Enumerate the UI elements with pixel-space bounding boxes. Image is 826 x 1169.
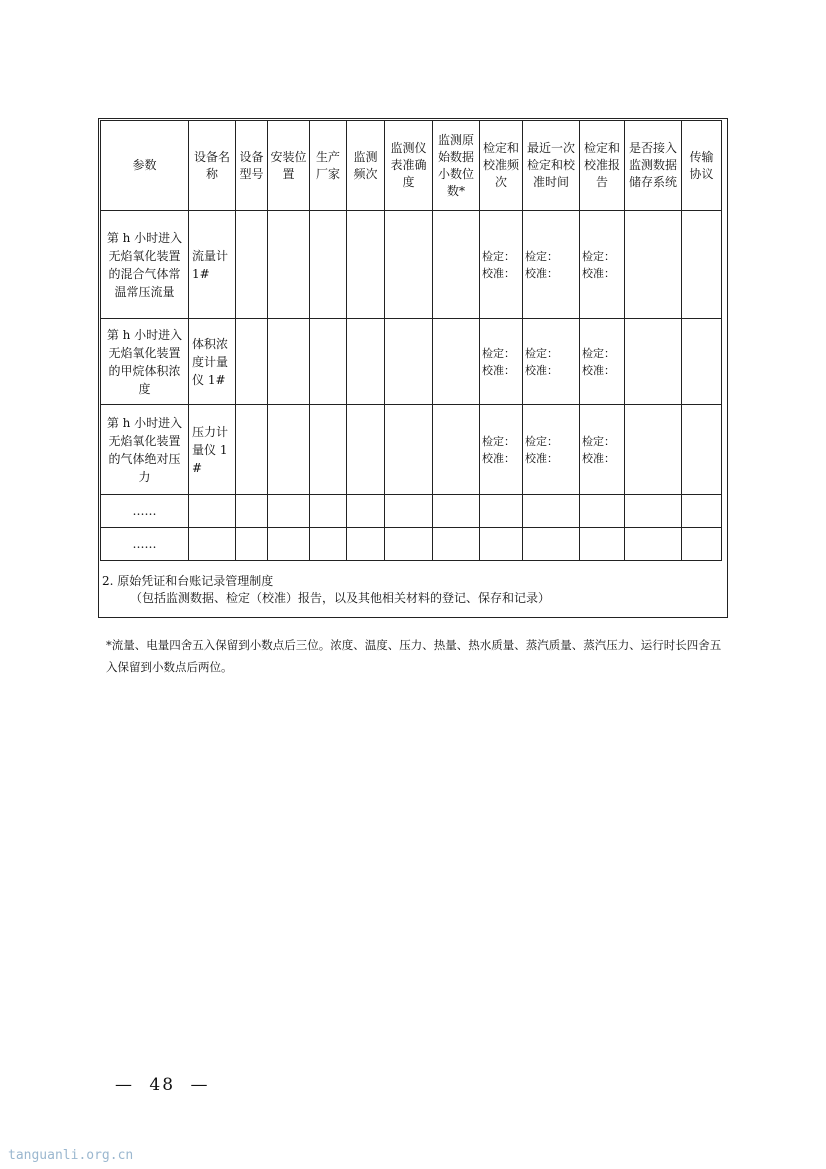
section-subtitle: （包括监测数据、检定（校准）报告，以及其他相关材料的登记、保存和记录） xyxy=(130,591,551,605)
header-cell: 生产厂家 xyxy=(310,121,347,211)
empty-cell xyxy=(682,495,722,528)
monitoring-device-table xyxy=(100,120,722,561)
header-cell: 安装位置 xyxy=(268,121,310,211)
empty-cell xyxy=(385,211,433,319)
empty-cell xyxy=(433,319,480,405)
device-name-cell: 流量计 1# xyxy=(189,211,236,319)
empty-cell xyxy=(523,495,580,528)
empty-cell xyxy=(268,319,310,405)
empty-cell xyxy=(433,211,480,319)
ellipsis-cell: …… xyxy=(101,528,189,561)
empty-cell xyxy=(189,528,236,561)
header-cell: 设备名称 xyxy=(189,121,236,211)
empty-cell xyxy=(310,405,347,495)
empty-cell xyxy=(236,495,268,528)
empty-cell xyxy=(347,319,385,405)
empty-cell xyxy=(682,319,722,405)
table-row xyxy=(101,319,722,405)
table-row xyxy=(101,495,722,528)
header-cell: 设备型号 xyxy=(236,121,268,211)
empty-cell xyxy=(480,528,523,561)
empty-cell xyxy=(310,211,347,319)
empty-cell xyxy=(236,528,268,561)
empty-cell xyxy=(236,319,268,405)
empty-cell xyxy=(385,319,433,405)
empty-cell xyxy=(682,528,722,561)
header-cell: 检定和校准报告 xyxy=(580,121,625,211)
empty-cell xyxy=(347,211,385,319)
table-header-row xyxy=(101,121,722,211)
empty-cell xyxy=(385,495,433,528)
empty-cell xyxy=(682,211,722,319)
calibration-report-cell: 检定： 校准： xyxy=(580,319,625,405)
empty-cell xyxy=(580,528,625,561)
empty-cell xyxy=(682,405,722,495)
empty-cell xyxy=(523,528,580,561)
header-cell: 最近一次检定和校准时间 xyxy=(523,121,580,211)
table-row xyxy=(101,528,722,561)
last-calibration-time-cell: 检定： 校准： xyxy=(523,319,580,405)
empty-cell xyxy=(385,528,433,561)
param-cell: 第 h 小时进入无焰氧化装置的甲烷体积浓度 xyxy=(101,319,189,405)
empty-cell xyxy=(625,211,682,319)
empty-cell xyxy=(268,211,310,319)
header-cell: 监测原始数据小数位数* xyxy=(433,121,480,211)
param-cell: 第 h 小时进入无焰氧化装置的气体绝对压力 xyxy=(101,405,189,495)
empty-cell xyxy=(347,528,385,561)
page-number xyxy=(115,1075,209,1095)
empty-cell xyxy=(236,405,268,495)
header-cell: 监测仪表准确度 xyxy=(385,121,433,211)
empty-cell xyxy=(580,495,625,528)
empty-cell xyxy=(189,495,236,528)
empty-cell xyxy=(385,405,433,495)
calibration-frequency-cell: 检定： 校准： xyxy=(480,319,523,405)
empty-cell xyxy=(347,405,385,495)
empty-cell xyxy=(480,495,523,528)
header-cell: 是否接入监测数据储存系统 xyxy=(625,121,682,211)
watermark-text: tanguanli.org.cn xyxy=(8,1148,134,1163)
calibration-report-cell: 检定： 校准： xyxy=(580,211,625,319)
section-title: 2. 原始凭证和台账记录管理制度 xyxy=(102,574,274,588)
calibration-frequency-cell: 检定： 校准： xyxy=(480,405,523,495)
empty-cell xyxy=(625,319,682,405)
footnote: *流量、电量四舍五入保留到小数点后三位。浓度、温度、压力、热量、热水质量、蒸汽质量、蒸汽压力、运行时长四舍五入保留到小数点后两位。 xyxy=(106,638,722,674)
empty-cell xyxy=(310,495,347,528)
page-dash-right: — xyxy=(190,1075,210,1095)
calibration-frequency-cell: 检定： 校准： xyxy=(480,211,523,319)
table-row xyxy=(101,405,722,495)
page-dash-left: — xyxy=(115,1075,134,1095)
empty-cell xyxy=(310,319,347,405)
device-name-cell: 压力计量仪 1# xyxy=(189,405,236,495)
empty-cell xyxy=(268,528,310,561)
header-cell: 参数 xyxy=(101,121,189,211)
empty-cell xyxy=(433,405,480,495)
empty-cell xyxy=(310,528,347,561)
empty-cell xyxy=(347,495,385,528)
record-management-section xyxy=(102,573,702,607)
page-number-value: 48 xyxy=(149,1075,176,1095)
table-row xyxy=(101,211,722,319)
empty-cell xyxy=(433,528,480,561)
empty-cell xyxy=(625,405,682,495)
empty-cell xyxy=(433,495,480,528)
header-cell: 监测频次 xyxy=(347,121,385,211)
empty-cell xyxy=(268,495,310,528)
calibration-report-cell: 检定： 校准： xyxy=(580,405,625,495)
last-calibration-time-cell: 检定： 校准： xyxy=(523,211,580,319)
empty-cell xyxy=(268,405,310,495)
empty-cell xyxy=(625,495,682,528)
device-name-cell: 体积浓度计量仪 1# xyxy=(189,319,236,405)
empty-cell xyxy=(625,528,682,561)
header-cell: 检定和校准频次 xyxy=(480,121,523,211)
last-calibration-time-cell: 检定： 校准： xyxy=(523,405,580,495)
empty-cell xyxy=(236,211,268,319)
param-cell: 第 h 小时进入无焰氧化装置的混合气体常温常压流量 xyxy=(101,211,189,319)
ellipsis-cell: …… xyxy=(101,495,189,528)
header-cell: 传输协议 xyxy=(682,121,722,211)
